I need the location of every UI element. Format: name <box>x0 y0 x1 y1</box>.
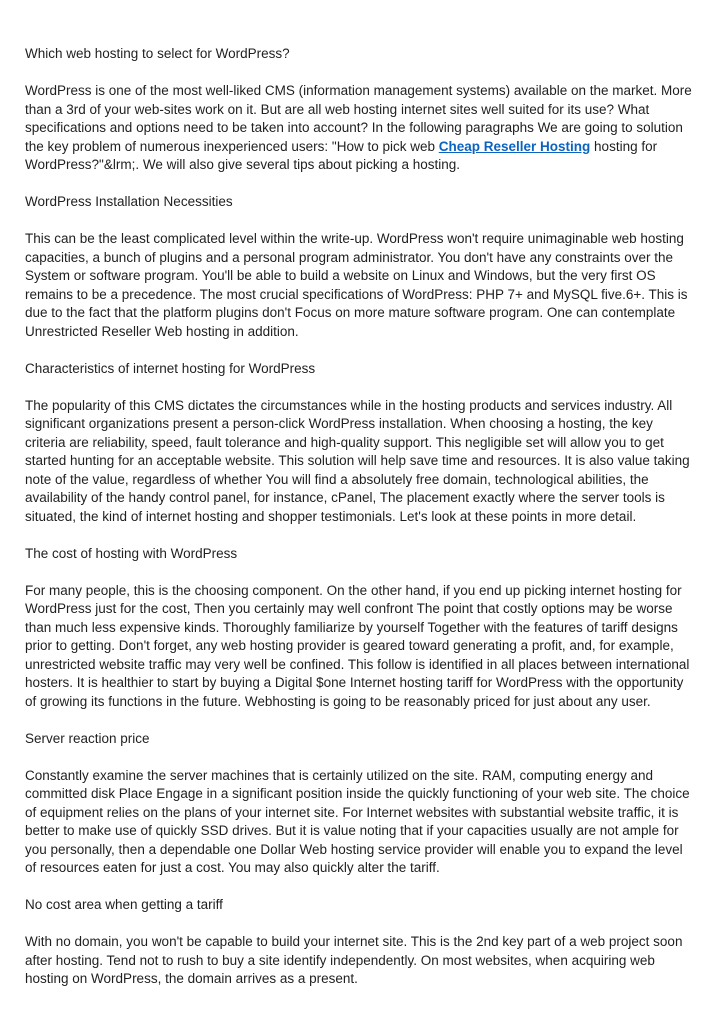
intro-text-before-link: WordPress is one of the most well-liked CMS (information management systems) available on the market. More than a 3rd of your web-sites work on it. But are all web hosting internet sites well suited for its use? What specifications and options need to be taken into account? In the following paragraphs We are going to solution the key problem of numerous inexperienced users: "How to pick web <box>25 83 692 154</box>
section-heading-characteristics: Characteristics of internet hosting for WordPress <box>25 360 316 376</box>
cheap-reseller-hosting-link[interactable]: Cheap Reseller Hosting <box>438 138 591 154</box>
section-paragraph-cost-of-hosting: For many people, this is the choosing component. On the other hand, if you end up picking internet hosting for WordPress just for the cost, Then you certainly may well confront The point that costly options may be worse than much less expensive kinds. Thoroughly familiarize by yourself Together with the features of tariff designs prior to getting. Don't forget, any web hosting provider is geared toward generating a profit, and, for example, unrestricted website traffic may very well be confined. This follow is identified in all places between international hosters. It is healthier to start by buying a Digital $one Internet hosting tariff for WordPress with the opportunity of growing its functions in the future. Webhosting is going to be reasonably priced for just about any user. <box>25 582 690 709</box>
section-heading-server-reaction-price: Server reaction price <box>25 730 150 746</box>
section-paragraph-no-cost-area: With no domain, you won't be capable to build your internet site. This is the 2nd key part of a web project soon after hosting. Tend not to rush to buy a site identify independently. On most websites, when acquiring web hosting on WordPress, the domain arrives as a present. <box>25 934 683 986</box>
section-paragraph-installation-necessities: This can be the least complicated level within the write-up. WordPress won't require unimaginable web hosting capacities, a bunch of plugins and a personal program administrator. You don't have any constraints over the System or software program. You'll be able to build a website on Linux and Windows, but the very first OS remains to be a precedence. The most crucial specifications of WordPress: PHP 7+ and MySQL five.6+. This is due to the fact that the platform plugins don't Focus on more mature software program. One can contemplate Unrestricted Reseller Web hosting in addition. <box>25 231 688 339</box>
document-title: Which web hosting to select for WordPress? <box>25 46 290 61</box>
intro-text-after-link: hosting for WordPress?"&lrm;. We will also give several tips about picking a hosting. <box>25 138 658 172</box>
section-paragraph-characteristics: The popularity of this CMS dictates the circumstances while in the hosting products and services industry. All significant organizations present a person-click WordPress installation. When choosing a hosting, the key criteria are reliability, speed, fault tolerance and high-quality support. This negligible set will allow you to get started hunting for an acceptable website. This solution will help save time and resources. It is also value taking note of the value, regardless of whether You will find a absolutely free domain, technological abilities, the availability of the handy control panel, for instance, cPanel, The placement exactly where the server tools is situated, the kind of internet hosting and shopper testimonials. Let's look at these points in more detail. <box>25 397 690 524</box>
section-heading-installation-necessities: WordPress Installation Necessities <box>25 194 233 209</box>
intro-paragraph <box>25 82 696 175</box>
section-heading-no-cost-area: No cost area when getting a tariff <box>25 897 223 912</box>
section-heading-cost-of-hosting: The cost of hosting with WordPress <box>25 545 238 561</box>
section-paragraph-server-reaction-price: Constantly examine the server machines that is certainly utilized on the site. RAM, computing energy and committed disk Place Engage in a significant position inside the quickly functioning of your web site. The choice of equipment relies on the plans of your internet site. For Internet websites with substantial website traffic, it is better to make use of quickly SSD drives. But it is value noting that if your capacities usually are not ample for you personally, then a dependable one Dollar Web hosting service provider will enable you to expand the level of resources eaten for just a cost. You may also quickly alter the tariff. <box>25 767 690 875</box>
